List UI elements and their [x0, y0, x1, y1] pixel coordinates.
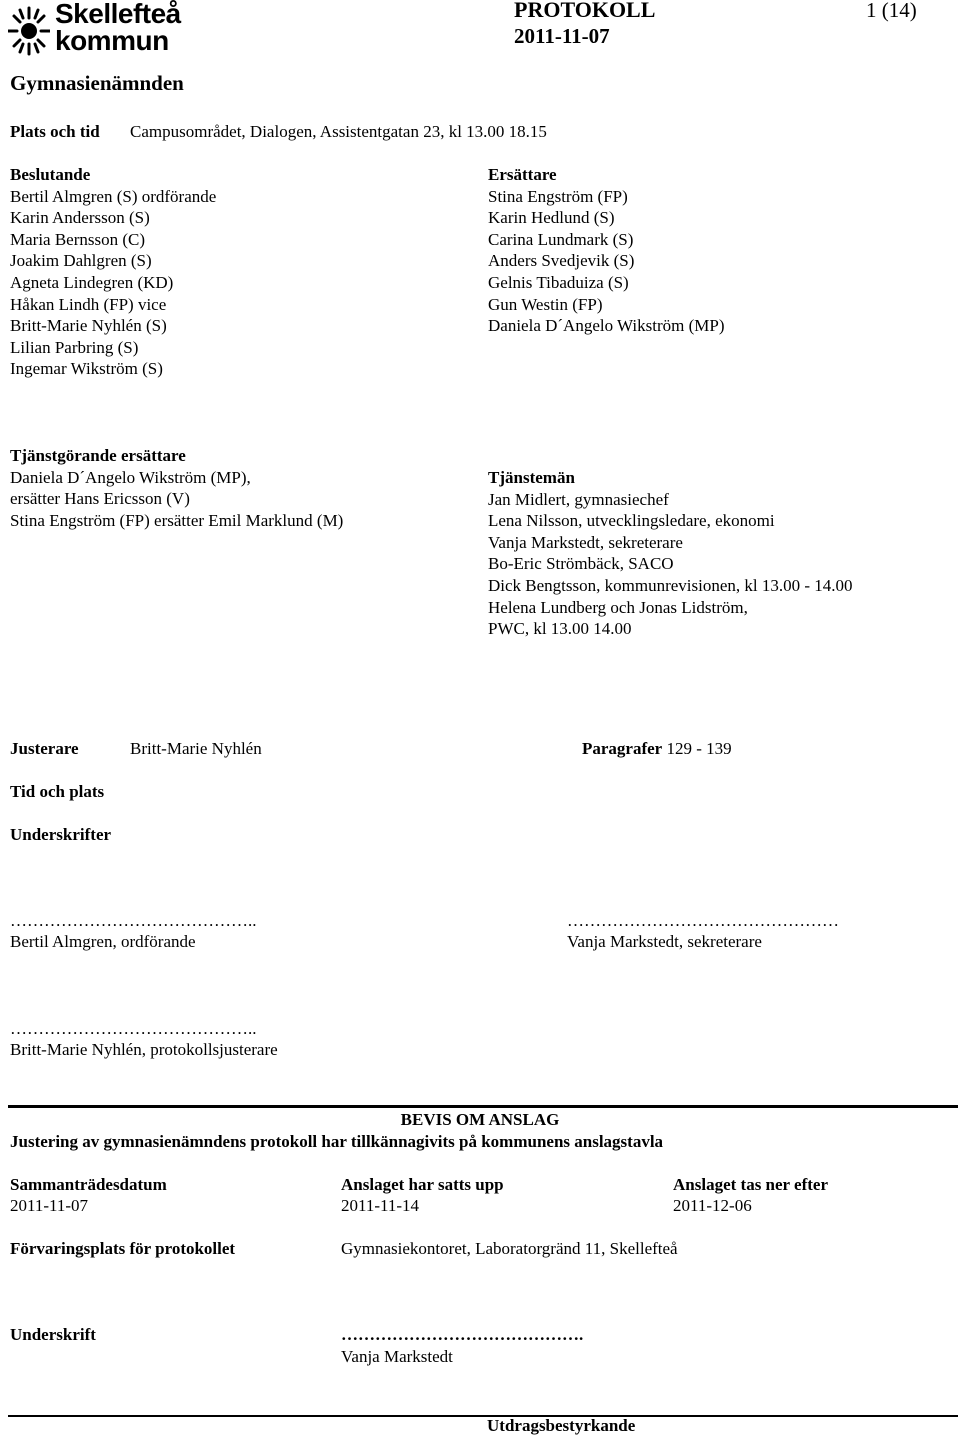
- sun-emblem-icon: [8, 4, 50, 58]
- logo-wordmark: [55, 0, 181, 54]
- signature-line-chair: ……………………………………..: [10, 911, 257, 930]
- member: Daniela D´Angelo Wikström (MP): [488, 316, 725, 336]
- meeting-value: Campusområdet, Dialogen, Assistentgatan 23, kl 13.00 18.15: [130, 122, 547, 141]
- member: Gun Westin (FP): [488, 294, 603, 314]
- member: Carina Lundmark (S): [488, 229, 634, 249]
- member: Joakim Dahlgren (S): [10, 251, 152, 271]
- paragrafer: [582, 739, 732, 759]
- meeting-label: Plats och tid: [10, 122, 100, 141]
- doc-type: PROTOKOLL: [514, 0, 656, 22]
- official-line: Jan Midlert, gymnasiechef: [488, 489, 669, 509]
- member: Stina Engström (FP): [488, 186, 628, 206]
- member: Maria Bernsson (C): [10, 229, 146, 249]
- member: Britt-Marie Nyhlén (S): [10, 316, 167, 336]
- underskrift-name: Vanja Markstedt: [341, 1347, 453, 1366]
- member: Håkan Lindh (FP) vice: [10, 294, 167, 314]
- official-line: Lena Nilsson, utvecklingsledare, ekonomi: [488, 511, 775, 531]
- official-line: Dick Bengtsson, kommunrevisionen, kl 13.00 - 14.00: [488, 575, 853, 595]
- substitute-line: Stina Engström (FP) ersätter Emil Marklund (M): [10, 510, 344, 530]
- member: Gelnis Tibaduiza (S): [488, 272, 629, 292]
- justerare-label: Justerare: [10, 739, 79, 758]
- page-number: 1 (14): [866, 0, 917, 22]
- sammantradesdatum-value: 2011-11-07: [10, 1196, 89, 1215]
- official-line: Vanja Markstedt, sekreterare: [488, 532, 683, 552]
- ersattare-heading: Ersättare: [488, 165, 557, 184]
- sammantradesdatum-label: Sammanträdesdatum: [10, 1175, 167, 1194]
- official-line: Bo-Eric Strömbäck, SACO: [488, 554, 674, 574]
- tid-och-plats-label: Tid och plats: [10, 782, 105, 801]
- anslag-uppsatt-label: Anslaget har satts upp: [341, 1175, 504, 1194]
- forvaringsplats-label: Förvaringsplats för protokollet: [10, 1239, 236, 1258]
- official-line: PWC, kl 13.00 14.00: [488, 619, 632, 639]
- member: Lilian Parbring (S): [10, 337, 139, 357]
- member: Anders Svedjevik (S): [488, 251, 635, 271]
- substitute-line: ersätter Hans Ericsson (V): [10, 489, 190, 509]
- member: Ingemar Wikström (S): [10, 359, 163, 379]
- paragrafer-label: Paragrafer: [582, 739, 663, 758]
- section-divider: [8, 1105, 958, 1108]
- signature-name-adjuster: Britt-Marie Nyhlén, protokollsjusterare: [10, 1040, 278, 1059]
- underskrifter-label: Underskrifter: [10, 825, 112, 844]
- anslag-nertagning-label: Anslaget tas ner efter: [673, 1175, 829, 1194]
- member: Agneta Lindegren (KD): [10, 272, 174, 292]
- anslag-statement: Justering av gymnasienämndens protokoll har tillkännagivits på kommunens anslagstavla: [10, 1132, 664, 1151]
- utdragsbestyrkande-label: Utdragsbestyrkande: [487, 1416, 636, 1435]
- footer-divider: [8, 1415, 958, 1417]
- logo-line2: kommun: [55, 25, 169, 56]
- underskrift-line: …………………………………….: [341, 1325, 584, 1344]
- anslag-uppsatt-value: 2011-11-14: [341, 1196, 420, 1215]
- signature-line-secretary: …………………………………………: [567, 911, 839, 930]
- doc-date: 2011-11-07: [514, 24, 610, 48]
- ersattare-section: [488, 164, 725, 337]
- member: Bertil Almgren (S) ordförande: [10, 186, 217, 206]
- member: Karin Andersson (S): [10, 208, 150, 228]
- signature-line-adjuster: ……………………………………..: [10, 1019, 257, 1038]
- tjanstemen-heading: Tjänstemän: [488, 468, 575, 487]
- beslutande-section: [10, 164, 216, 380]
- anslag-title: BEVIS OM ANSLAG: [400, 1110, 560, 1129]
- tjanstgorande-section: [10, 445, 343, 531]
- anslag-nertagning-value: 2011-12-06: [673, 1196, 752, 1215]
- logo-line1: Skellefteå: [55, 0, 181, 29]
- tjanstgorande-heading: Tjänstgörande ersättare: [10, 446, 186, 465]
- member: Karin Hedlund (S): [488, 208, 615, 228]
- forvaringsplats-value: Gymnasiekontoret, Laboratorgränd 11, Skellefteå: [341, 1239, 678, 1258]
- official-line: Helena Lundberg och Jonas Lidström,: [488, 597, 748, 617]
- committee-name: Gymnasienämnden: [10, 71, 184, 95]
- skelleftea-logo: [8, 2, 198, 60]
- beslutande-heading: Beslutande: [10, 165, 91, 184]
- tjanstemen-section: [488, 467, 853, 640]
- underskrift-label: Underskrift: [10, 1325, 96, 1344]
- signature-name-chair: Bertil Almgren, ordförande: [10, 932, 196, 951]
- signature-name-secretary: Vanja Markstedt, sekreterare: [567, 932, 762, 951]
- paragrafer-value: 129 - 139: [666, 739, 732, 758]
- substitute-line: Daniela D´Angelo Wikström (MP),: [10, 467, 251, 487]
- justerare-value: Britt-Marie Nyhlén: [130, 739, 262, 758]
